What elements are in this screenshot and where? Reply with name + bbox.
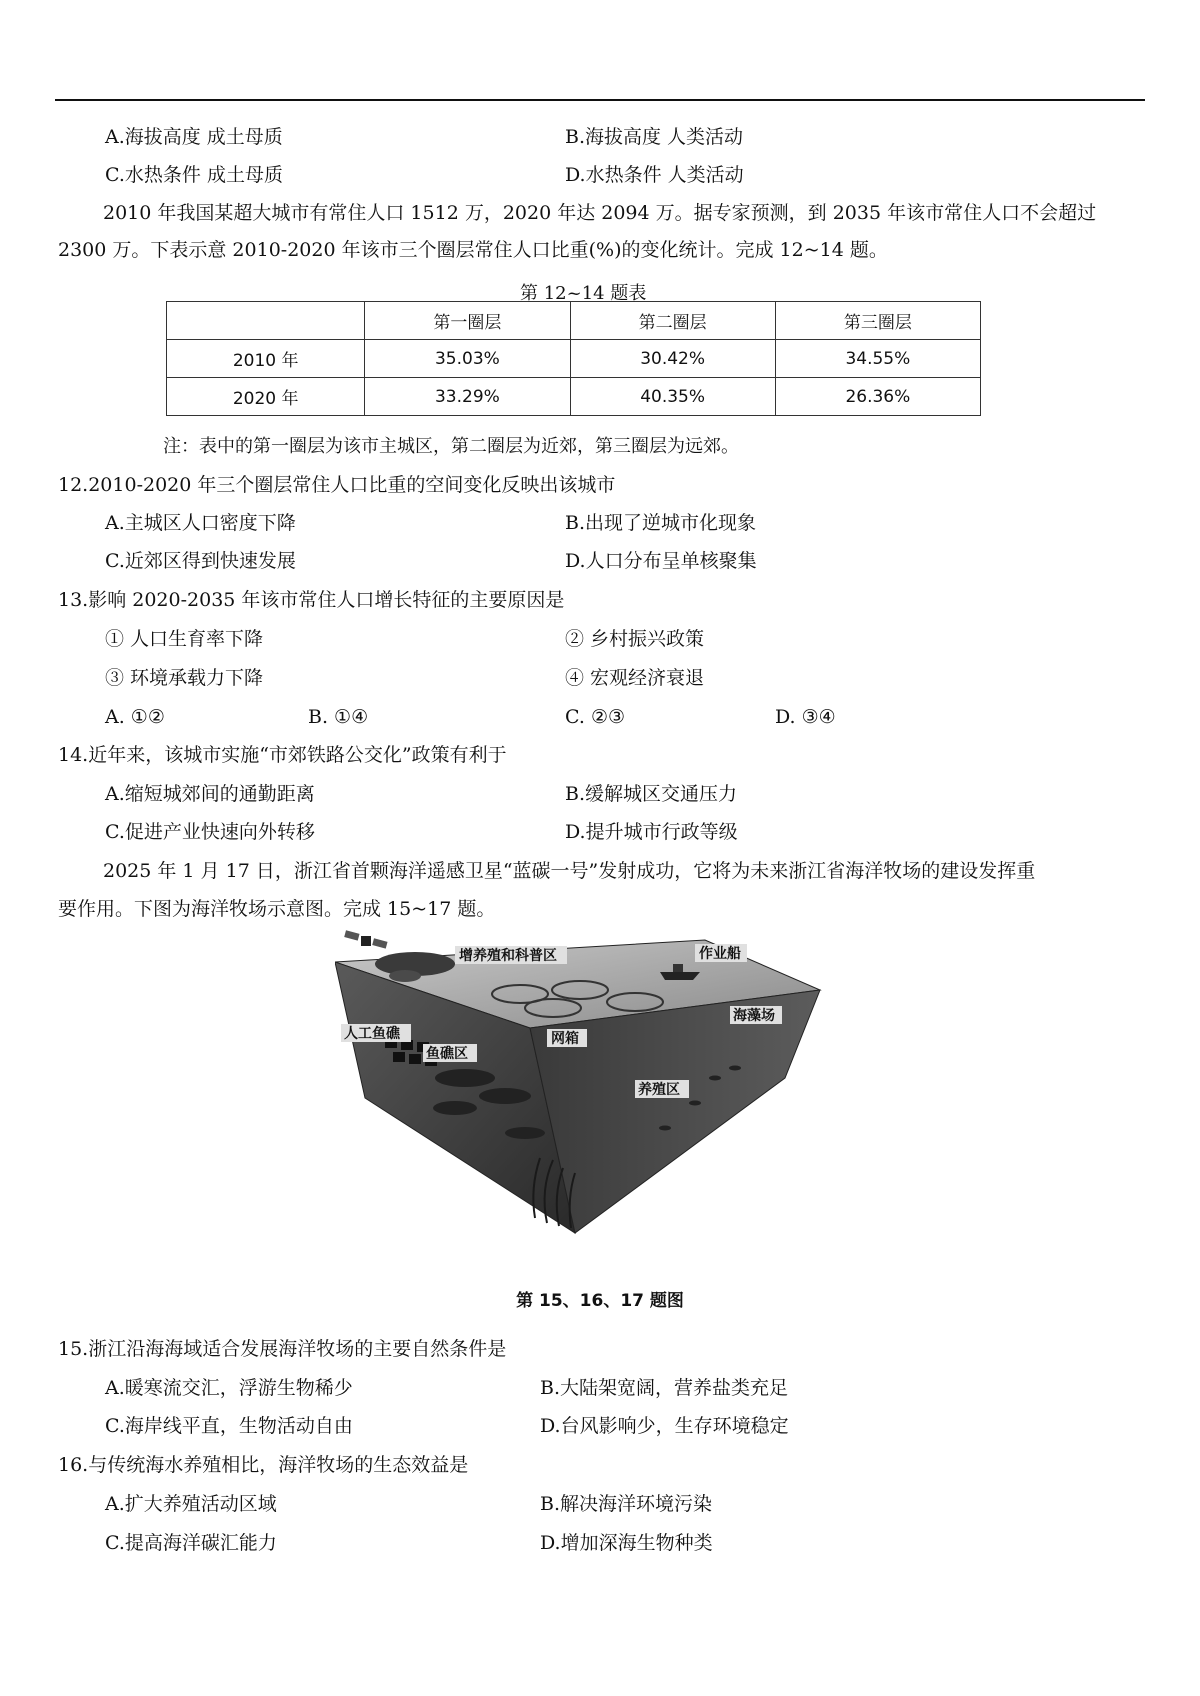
figure-caption: 第 15、16、17 题图	[516, 1291, 684, 1311]
table-header-row	[167, 302, 981, 340]
marine-ranch-diagram	[335, 928, 875, 1248]
passage2-line2: 要作用。下图为海洋牧场示意图。完成 15~17 题。	[58, 898, 496, 920]
q15-option-d: D.台风影响少，生存环境稳定	[540, 1415, 789, 1437]
label-breeding-science: 增养殖和科普区	[459, 948, 557, 964]
label-work-boat: 作业船	[699, 946, 741, 962]
q13-option-b: B. ①④	[308, 706, 369, 728]
q13-item-3: ③ 环境承载力下降	[105, 667, 264, 689]
q15-option-c: C.海岸线平直，生物活动自由	[105, 1415, 353, 1437]
q15-stem: 15.浙江沿海海域适合发展海洋牧场的主要自然条件是	[58, 1338, 507, 1360]
q14-option-b: B.缓解城区交通压力	[565, 783, 738, 805]
q16-option-c: C.提高海洋碳汇能力	[105, 1532, 277, 1554]
table-cell: 40.35%	[570, 378, 775, 416]
table-cell: 34.55%	[775, 340, 980, 378]
q13-option-c: C. ②③	[565, 706, 626, 728]
table-row	[167, 378, 981, 416]
passage1-line1: 2010 年我国某超大城市有常住人口 1512 万，2020 年达 2094 万。据专家预测，到 2035 年该市常住人口不会超过	[103, 202, 1097, 224]
q13-item-2: ② 乡村振兴政策	[565, 628, 705, 650]
q13-option-a: A. ①②	[105, 706, 165, 728]
label-net-cage: 网箱	[551, 1031, 579, 1047]
q15-option-b: B.大陆架宽阔，营养盐类充足	[540, 1377, 789, 1399]
label-artificial-reef: 人工鱼礁	[344, 1026, 400, 1042]
q13-stem: 13.影响 2020-2035 年该市常住人口增长特征的主要原因是	[58, 589, 565, 611]
label-reef-area: 鱼礁区	[426, 1046, 468, 1062]
q16-option-b: B.解决海洋环境污染	[540, 1493, 713, 1515]
q12-option-d: D.人口分布呈单核聚集	[565, 550, 757, 572]
q14-option-d: D.提升城市行政等级	[565, 821, 738, 843]
q12-stem: 12.2010-2020 年三个圈层常住人口比重的空间变化反映出该城市	[58, 474, 616, 496]
q14-option-a: A.缩短城郊间的通勤距离	[105, 783, 315, 805]
passage1-line2: 2300 万。下表示意 2010-2020 年该市三个圈层常住人口比重(%)的变化统计。完成 12~14 题。	[58, 239, 888, 261]
table-cell: 30.42%	[570, 340, 775, 378]
table-header-cell	[167, 302, 365, 340]
table-caption: 第 12~14 题表	[520, 283, 647, 304]
q11-option-d: D.水热条件 人类活动	[565, 164, 744, 186]
table-cell: 2020 年	[167, 378, 365, 416]
q14-option-c: C.促进产业快速向外转移	[105, 821, 315, 843]
q11-option-a: A.海拔高度 成土母质	[105, 126, 283, 148]
label-breeding-area: 养殖区	[638, 1082, 680, 1098]
table-header-cell: 第二圈层	[570, 302, 775, 340]
q13-item-4: ④ 宏观经济衰退	[565, 667, 705, 689]
population-table	[166, 301, 981, 416]
label-seaweed: 海藻场	[733, 1008, 775, 1024]
q15-option-a: A.暖寒流交汇，浮游生物稀少	[105, 1377, 353, 1399]
q11-option-c: C.水热条件 成土母质	[105, 164, 283, 186]
table-header-cell: 第三圈层	[775, 302, 980, 340]
q14-stem: 14.近年来，该城市实施“市郊铁路公交化”政策有利于	[58, 744, 507, 766]
table-cell: 33.29%	[365, 378, 570, 416]
table-cell: 2010 年	[167, 340, 365, 378]
satellite-icon	[344, 930, 387, 948]
table-cell: 35.03%	[365, 340, 570, 378]
q11-option-b: B.海拔高度 人类活动	[565, 126, 744, 148]
table-row	[167, 340, 981, 378]
q12-option-c: C.近郊区得到快速发展	[105, 550, 296, 572]
q13-option-d: D. ③④	[775, 706, 836, 728]
q12-option-a: A.主城区人口密度下降	[105, 512, 296, 534]
q12-option-b: B.出现了逆城市化现象	[565, 512, 757, 534]
q16-option-a: A.扩大养殖活动区域	[105, 1493, 277, 1515]
table-cell: 26.36%	[775, 378, 980, 416]
table-note: 注：表中的第一圈层为该市主城区，第二圈层为近郊，第三圈层为远郊。	[163, 436, 739, 457]
passage2-line1: 2025 年 1 月 17 日，浙江省首颗海洋遥感卫星“蓝碳一号”发射成功，它将为未来浙江省海洋牧场的建设发挥重	[103, 860, 1036, 882]
q16-stem: 16.与传统海水养殖相比，海洋牧场的生态效益是	[58, 1454, 469, 1476]
q13-item-1: ① 人口生育率下降	[105, 628, 264, 650]
header-rule	[55, 99, 1145, 101]
table-header-cell: 第一圈层	[365, 302, 570, 340]
q16-option-d: D.增加深海生物种类	[540, 1532, 713, 1554]
